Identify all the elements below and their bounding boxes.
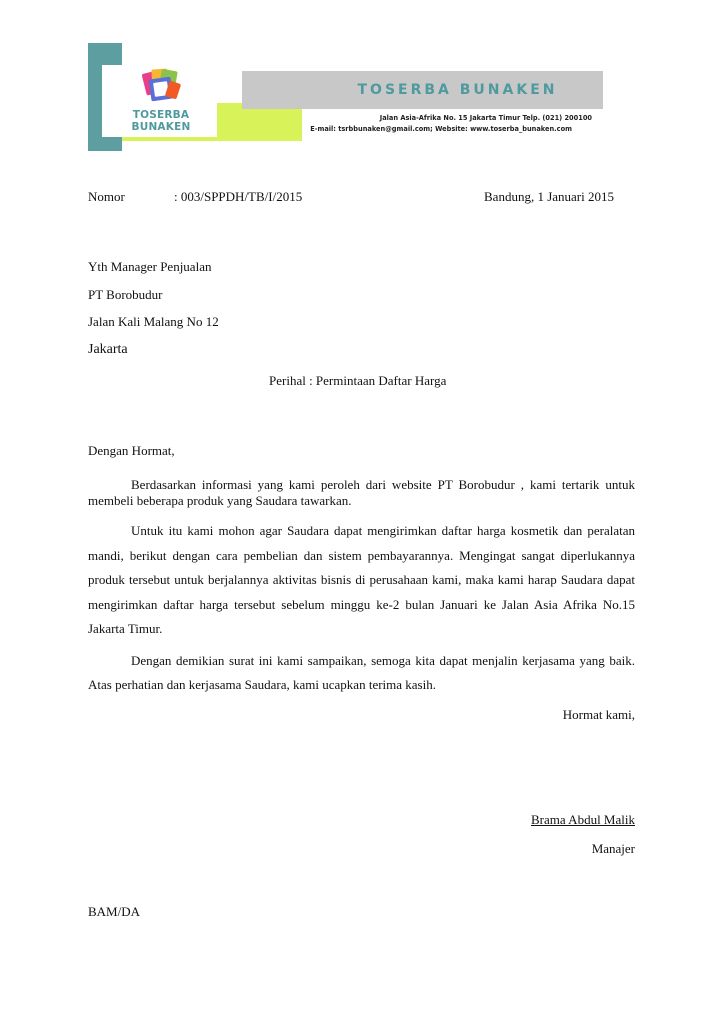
recipient-line-3: Jalan Kali Malang No 12 bbox=[88, 314, 219, 329]
paragraph-1 bbox=[88, 477, 635, 509]
paragraph-3 bbox=[88, 649, 635, 697]
letter-date: Bandung, 1 Januari 2015 bbox=[484, 189, 614, 204]
signature-name: Brama Abdul Malik bbox=[531, 812, 635, 827]
colorful-cards-logo-icon bbox=[140, 66, 184, 108]
signature-title: Manajer bbox=[591, 841, 635, 856]
recipient-line-1: Yth Manager Penjualan bbox=[88, 259, 212, 274]
logo-text: TOSERBA BUNAKEN bbox=[131, 109, 191, 133]
letterhead bbox=[88, 43, 603, 153]
company-address: Jalan Asia-Afrika No. 15 Jakarta Timur Telp. (021) 200100 bbox=[379, 114, 592, 122]
paragraph-1-text: Berdasarkan informasi yang kami peroleh dari website PT Borobudur , kami tertarik untuk membeli beberapa produk yang Saudara tawarkan. bbox=[88, 477, 635, 508]
closing: Hormat kami, bbox=[562, 707, 635, 722]
recipient-line-2: PT Borobudur bbox=[88, 287, 163, 302]
recipient-line-4: Jakarta bbox=[88, 342, 128, 357]
paragraph-2 bbox=[88, 519, 635, 642]
paragraph-2-text: Untuk itu kami mohon agar Saudara dapat mengirimkan daftar harga kosmetik dan peralatan mandi, berikut dengan cara pembelian dan sistem pembayarannya. Mengingat sangat diperlukannya produk tersebut untuk berjalannya aktivitas bisnis di perusahaan kami, maka kami harap Saudara dapat mengirimkan daftar harga tersebut sebelum minggu ke-2 bulan Januari ke Jalan Asia Afrika No.15 Jakarta Timur. bbox=[88, 523, 635, 636]
subject-line: Perihal : Permintaan Daftar Harga bbox=[269, 373, 447, 388]
paragraph-3-text: Dengan demikian surat ini kami sampaikan, semoga kita dapat menjalin kerjasama yang baik. Atas perhatian dan kerjasama Saudara, kami ucapkan terima kasih. bbox=[88, 653, 635, 692]
nomor-value: : 003/SPPDH/TB/I/2015 bbox=[174, 189, 303, 204]
company-contact: E-mail: tsrbbunaken@gmail.com; Website: www.toserba_bunaken.com bbox=[310, 125, 572, 133]
nomor-label: Nomor bbox=[88, 189, 125, 204]
greeting: Dengan Hormat, bbox=[88, 443, 175, 458]
reference-initials: BAM/DA bbox=[88, 904, 141, 919]
brand-title: TOSERBA BUNAKEN bbox=[357, 82, 558, 98]
